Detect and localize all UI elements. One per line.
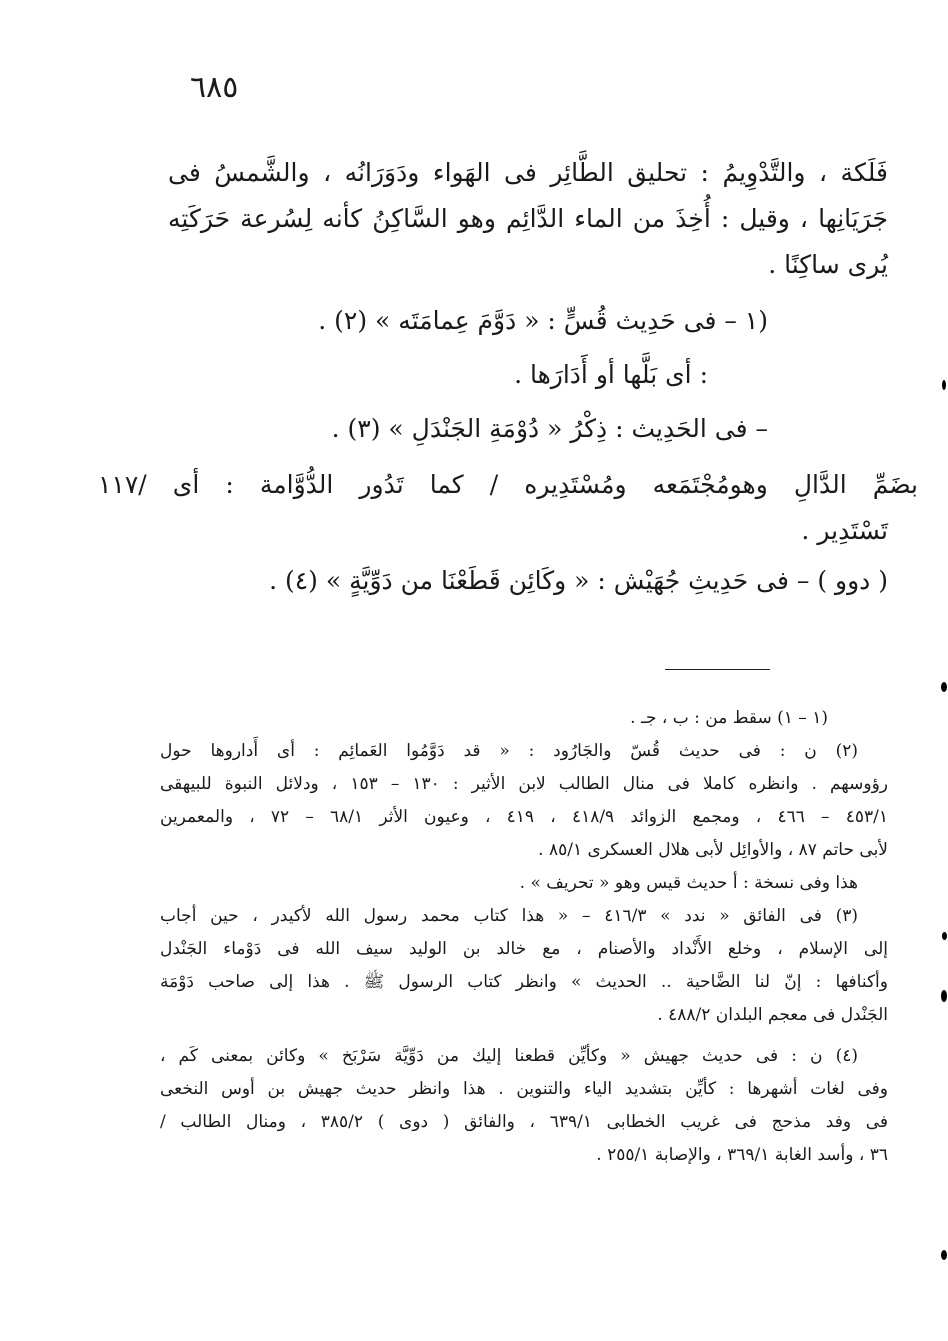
footnote-line: لأبى حاتم ٨٧ ، والأوائِل لأبى هلال العسكرى ٨٥/١ .: [538, 840, 888, 860]
main-line: – فى الحَدِيث : ذِكْرُ « دُوْمَةِ الجَنْدَلِ » (٣) .: [331, 414, 768, 443]
main-line: جَرَيَانِها ، وقيل : أُخِذَ من الماء الدَّائِم وهو السَّاكِنُ كأنه لِسُرعة حَرَكَتِه: [168, 204, 888, 233]
footnote-line: رؤوسهم . وانظره كاملا فى منال الطالب لابن الأثير : ١٣٠ – ١٥٣ ، ودلائل النبوة للبيهقى: [160, 774, 888, 794]
footnote-line: (٢) ن : فى حديث قُسّ والجَارُود : « قد دَوَّمُوا العَمائِم : أى أَداروها حول: [160, 741, 858, 761]
main-text: [98, 150, 918, 604]
footnote-line: وأكنافها : إنّ لنا الضَّاحية .. الحديث » وانظر كتاب الرسول ﷺ . هذا إلى صاحب دَوْمَة: [160, 972, 888, 992]
footnote-line: (١ – ١) سقط من : ب ، جـ .: [630, 708, 828, 728]
main-line: بضَمِّ الدَّالِ وهومُجْتَمَعه ومُسْتَدِيره / كما تَدُور الدُّوَّامة : أى /١١٧: [98, 470, 918, 499]
footnote-divider: [665, 669, 770, 670]
main-line: (١ – فى حَدِيث قُسٍّ : « دَوَّمَ عِمامَتَه » (٢) .: [318, 306, 768, 335]
footnote-line: الجَنْدل فى معجم البلدان ٤٨٨/٢ .: [657, 1005, 888, 1025]
main-line: فَلَكة ، والتَّدْوِيمُ : تحليق الطَّائِر فى الهَواء ودَوَرَانُه ، والشَّمسُ فى: [168, 158, 888, 187]
footnote-line: وفى لغات أشهرها : كأيِّن بتشديد الياء والتنوين . هذا وانظر حديث جهيش بن أوس النخعى: [160, 1079, 888, 1099]
scan-speck: [942, 380, 946, 390]
footnote-line: ٤٥٣/١ – ٤٦٦ ، ومجمع الزوائد ٤١٨/٩ ، ٤١٩ ، وعيون الأثر ٦٨/١ – ٧٢ ، والمعمرين: [160, 807, 889, 827]
main-line: تَسْتَدِير .: [801, 516, 888, 545]
footnote-line: إلى الإسلام ، وخلع الأَنْداد والأصنام ، مع خالد بن الوليد سيف الله فى دَوْماء الجَنْدل: [160, 939, 888, 959]
page-number: ٦٨٥: [190, 70, 239, 105]
footnote-line: فى وفد مذحج فى غريب الخطابى ٦٣٩/١ ، والفائق ( دوى ) ٣٨٥/٢ ، ومنال الطالب /: [160, 1112, 888, 1132]
main-line: : أى بَلَّها أو أَدَارَها .: [514, 360, 708, 389]
main-line: ( دوو ) – فى حَدِيثِ جُهَيْش : « وكَائِن قَطَعْنَا من دَوِّيَّةٍ » (٤) .: [269, 566, 888, 595]
main-line: يُرى ساكِنًا .: [768, 250, 888, 279]
footnote-line: (٤) ن : فى حديث جهيش « وكأيِّن قطعنا إليك من دَوِّيَّة سَرْبَخ » وكائن بمعنى كَم ،: [160, 1046, 858, 1066]
footnotes: [160, 702, 888, 1172]
scan-speck: [941, 682, 947, 692]
scan-speck: [941, 990, 947, 1002]
footnote-line: هذا وفى نسخة : أ حديث قيس وهو « تحريف » .: [519, 873, 858, 893]
footnote-line: ٣٦ ، وأسد الغابة ٣٦٩/١ ، والإصابة ٢٥٥/١ .: [596, 1145, 888, 1165]
scan-speck: [942, 932, 947, 940]
scan-speck: [941, 1250, 947, 1260]
footnote-line: (٣) فى الفائق « ندد » ٤١٦/٣ – « هذا كتاب محمد رسول الله لأكيدر ، حين أجاب: [160, 906, 858, 926]
